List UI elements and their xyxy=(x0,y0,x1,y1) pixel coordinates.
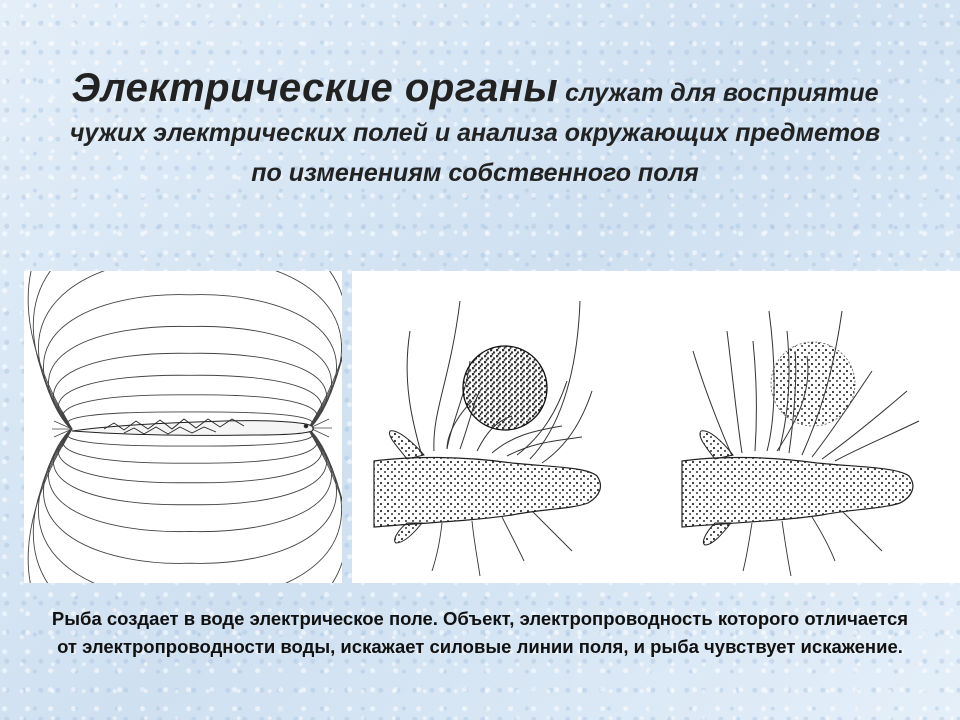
field-line xyxy=(48,326,331,429)
slide-title xyxy=(60,68,890,193)
fish-eye xyxy=(304,424,308,428)
field-lines-figure xyxy=(24,271,342,583)
fish-pectoral-fin-bottom xyxy=(703,523,731,545)
field-line xyxy=(43,295,336,429)
field-line xyxy=(33,429,342,583)
fish-pectoral-fin-bottom xyxy=(395,523,422,543)
fish-body xyxy=(72,421,313,436)
fish-head-with-conductive-object-illustration xyxy=(374,301,600,576)
field-line xyxy=(38,429,341,583)
fish-head-body xyxy=(374,457,600,527)
nonconductive-ball xyxy=(771,342,855,426)
field-line xyxy=(48,429,331,532)
object-detection-figures xyxy=(352,271,960,583)
electric-fish-field-lines-illustration xyxy=(24,271,342,583)
fish-head-with-nonconductive-object-illustration xyxy=(682,311,919,576)
title-rest: служат для восприятие чужих электрических полей и анализа окружающих предметов по изменениям собственного поля xyxy=(69,79,881,187)
fish-head-body xyxy=(682,457,913,527)
slide-caption: Рыба создает в воде электрическое поле. Объект, электропроводность которого отличается от электропроводности воды, искажает силовые линии поля, и рыба чувствует искажение. xyxy=(51,608,909,657)
field-line xyxy=(53,353,326,429)
field-line xyxy=(43,429,336,563)
field-line xyxy=(58,429,322,483)
fish-pectoral-fin-top xyxy=(700,431,733,459)
title-emphasis: Электрические органы xyxy=(71,66,559,110)
field-line xyxy=(53,429,326,505)
conductive-ball xyxy=(463,346,547,430)
field-line xyxy=(28,429,342,583)
